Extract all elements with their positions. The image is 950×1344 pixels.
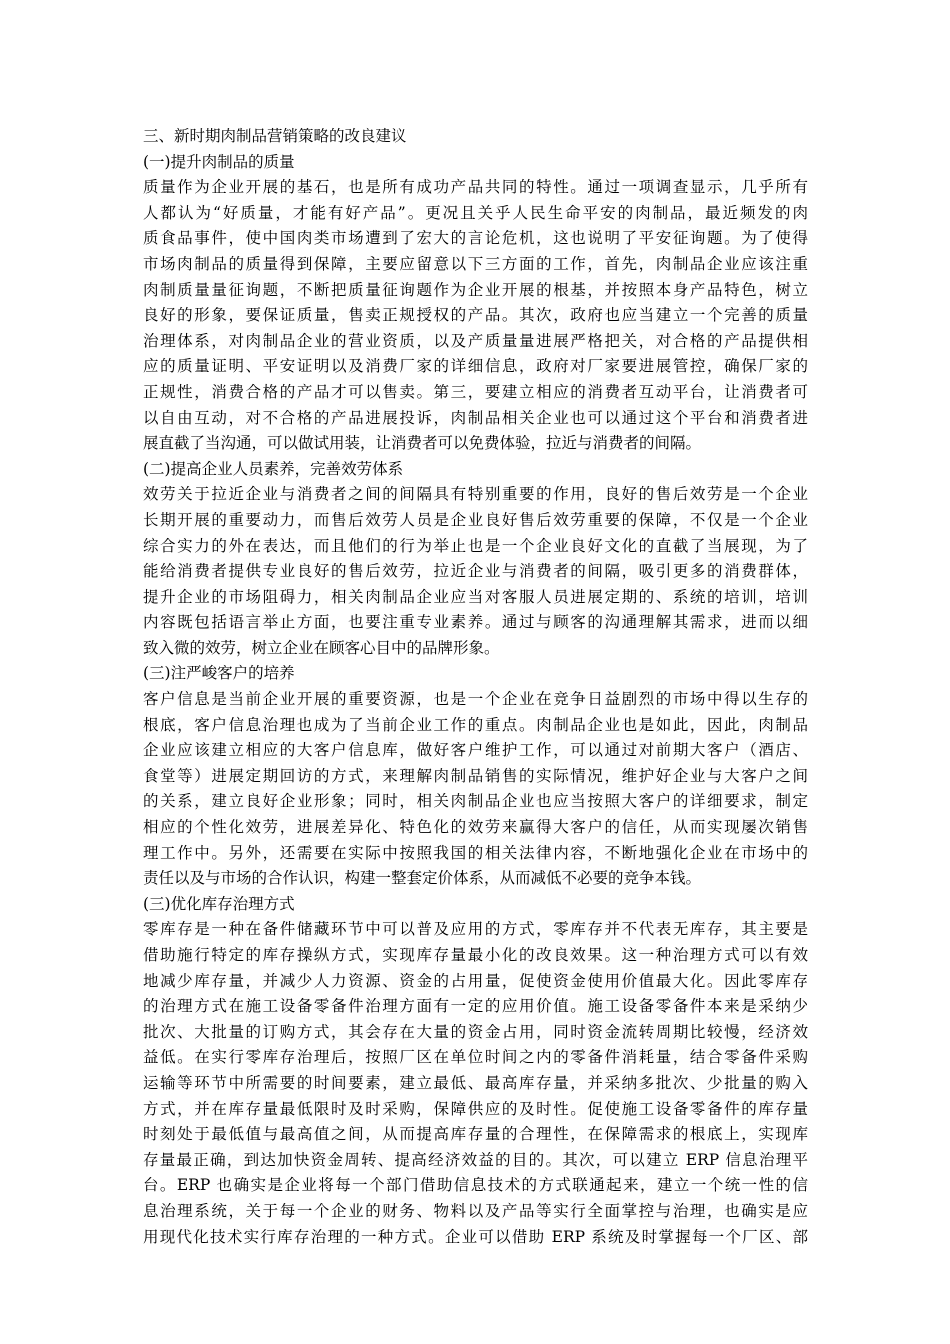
paragraph-line: 根底，客户信息治理也成为了当前企业工作的重点。肉制品企业也是如此，因此，肉制品 xyxy=(143,715,808,734)
section-heading xyxy=(143,661,808,687)
heading-text: (一)提升肉制品的质量 xyxy=(143,152,295,171)
paragraph-line: 展直截了当沟通，可以做试用装，让消费者可以免费体验，拉近与消费者的间隔。 xyxy=(143,434,702,453)
paragraph-line: 提升企业的市场阻碍力，相关肉制品企业应当对客服人员进展定期的、系统的培训，培训 xyxy=(143,587,808,606)
paragraph-line: 益低。在实行零库存治理后，按照厂区在单位时间之内的零备件消耗量，结合零备件采购 xyxy=(143,1048,808,1067)
paragraph-line: 能给消费者提供专业良好的售后效劳，拉近企业与消费者的间隔，吸引更多的消费群体， xyxy=(143,562,808,581)
paragraph-line: 运输等环节中所需要的时间要素，建立最低、最高库存量，并采纳多批次、少批量的购入 xyxy=(143,1073,808,1092)
paragraph xyxy=(143,687,808,892)
paragraph-line: 相应的个性化效劳，进展差异化、特色化的效劳来赢得大客户的信任，从而实现屡次销售 xyxy=(143,818,808,837)
paragraph-line: 的关系，建立良好企业形象；同时，相关肉制品企业也应当按照大客户的详细要求，制定 xyxy=(143,792,808,811)
paragraph-line: 应的质量证明、平安证明以及消费厂家的详细信息，政府对厂家要进展管控，确保厂家的 xyxy=(143,357,808,376)
paragraph-line: 人都认为“好质量，才能有好产品”。更况且关乎人民生命平安的肉制品，最近频发的肉 xyxy=(143,203,808,222)
paragraph-line: 责任以及与市场的合作认识，构建一整套定价体系，从而减低不必要的竞争本钱。 xyxy=(143,869,702,888)
paragraph xyxy=(143,482,808,661)
paragraph-line: 质量作为企业开展的基石，也是所有成功产品共同的特性。通过一项调查显示，几乎所有 xyxy=(143,178,808,197)
paragraph-line: 借助施行特定的库存操纵方式，实现库存量最小化的改良效果。这一种治理方式可以有效 xyxy=(143,946,808,964)
heading-text: 三、新时期肉制品营销策略的改良建议 xyxy=(143,127,407,145)
section-heading xyxy=(143,124,808,150)
paragraph-line: 零库存是一种在备件储藏环节中可以普及应用的方式，零库存并不代表无库存，其主要是 xyxy=(143,920,808,939)
section-heading xyxy=(143,457,808,483)
paragraph-line: 综合实力的外在表达，而且他们的行为举止也是一个企业良好文化的直截了当展现，为了 xyxy=(143,536,808,555)
paragraph-line: 企业应该建立相应的大客户信息库，做好客户维护工作，可以通过对前期大客户（酒店、 xyxy=(143,741,808,760)
paragraph-line: 食堂等）进展定期回访的方式，来理解肉制品销售的实际情况，维护好企业与大客户之间 xyxy=(143,766,808,785)
paragraph-line: 以自由互动，对不合格的产品进展投诉，肉制品相关企业也可以通过这个平台和消费者进 xyxy=(143,408,808,427)
heading-text: (三)注严峻客户的培养 xyxy=(143,664,295,683)
paragraph-line: 肉制质量量征询题，不断把质量征询题作为企业开展的根基，并按照本身产品特色，树立 xyxy=(143,280,808,299)
paragraph-line: 长期开展的重要动力，而售后效劳人员是企业良好售后效劳重要的保障，不仅是一个企业 xyxy=(143,510,808,529)
paragraph-line: 良好的形象，要保证质量，售卖正规授权的产品。其次，政府也应当建立一个完善的质量 xyxy=(143,306,808,325)
paragraph xyxy=(143,917,808,1250)
section-heading xyxy=(143,892,808,918)
paragraph-line: 效劳关于拉近企业与消费者之间的间隔具有特别重要的作用，良好的售后效劳是一个企业 xyxy=(143,485,808,504)
paragraph xyxy=(143,175,808,457)
paragraph-line: 正规性，消费合格的产品才可以售卖。第三，要建立相应的消费者互动平台，让消费者可 xyxy=(143,382,808,401)
paragraph-line: 内容既包括语言举止方面，也要注重专业素养。通过与顾客的沟通理解其需求，进而以细 xyxy=(143,613,808,632)
paragraph-line: 台。ERP 也确实是企业将每一个部门借助信息技术的方式联通起来，建立一个统一性的信 xyxy=(143,1176,808,1195)
paragraph-line: 息治理系统，关于每一个企业的财务、物料以及产品等实行全面掌控与治理，也确实是应 xyxy=(143,1201,808,1220)
paragraph-line: 批次、大批量的订购方式，其会存在大量的资金占用，同时资金流转周期比较慢，经济效 xyxy=(143,1022,808,1041)
document-page xyxy=(143,124,808,1250)
paragraph-line: 客户信息是当前企业开展的重要资源，也是一个企业在竞争日益剧烈的市场中得以生存的 xyxy=(143,690,808,709)
heading-text: (三)优化库存治理方式 xyxy=(143,894,295,913)
section-heading xyxy=(143,150,808,176)
heading-text: (二)提高企业人员素养，完善效劳体系 xyxy=(143,459,404,478)
paragraph-line: 治理体系，对肉制品企业的营业资质，以及产质量量进展严格把关，对合格的产品提供相 xyxy=(143,331,808,350)
paragraph-line: 地减少库存量，并减少人力资源、资金的占用量，促使资金使用价值最大化。因此零库存 xyxy=(143,971,808,990)
paragraph-line: 市场肉制品的质量得到保障，主要应留意以下三方面的工作，首先，肉制品企业应该注重 xyxy=(143,254,808,273)
paragraph-line: 致入微的效劳，树立企业在顾客心目中的品牌形象。 xyxy=(143,638,500,657)
paragraph-line: 理工作中。另外，还需要在实际中按照我国的相关法律内容，不断地强化企业在市场中的 xyxy=(143,843,808,862)
paragraph-line: 时刻处于最低值与最高值之间，从而提高库存量的合理性，在保障需求的根底上，实现库 xyxy=(143,1125,808,1144)
paragraph-line: 存量最正确，到达加快资金周转、提高经济效益的目的。其次，可以建立 ERP 信息治理平 xyxy=(143,1150,808,1169)
paragraph-line: 方式，并在库存量最低限时及时采购，保障供应的及时性。促使施工设备零备件的库存量 xyxy=(143,1099,808,1118)
paragraph-line: 用现代化技术实行库存治理的一种方式。企业可以借助 ERP 系统及时掌握每一个厂区、部 xyxy=(143,1227,808,1246)
paragraph-line: 的治理方式在施工设备零备件治理方面有一定的应用价值。施工设备零备件本来是采纳少 xyxy=(143,997,808,1016)
paragraph-line: 质食品事件，使中国肉类市场遭到了宏大的言论危机，这也说明了平安征询题。为了使得 xyxy=(143,229,808,248)
